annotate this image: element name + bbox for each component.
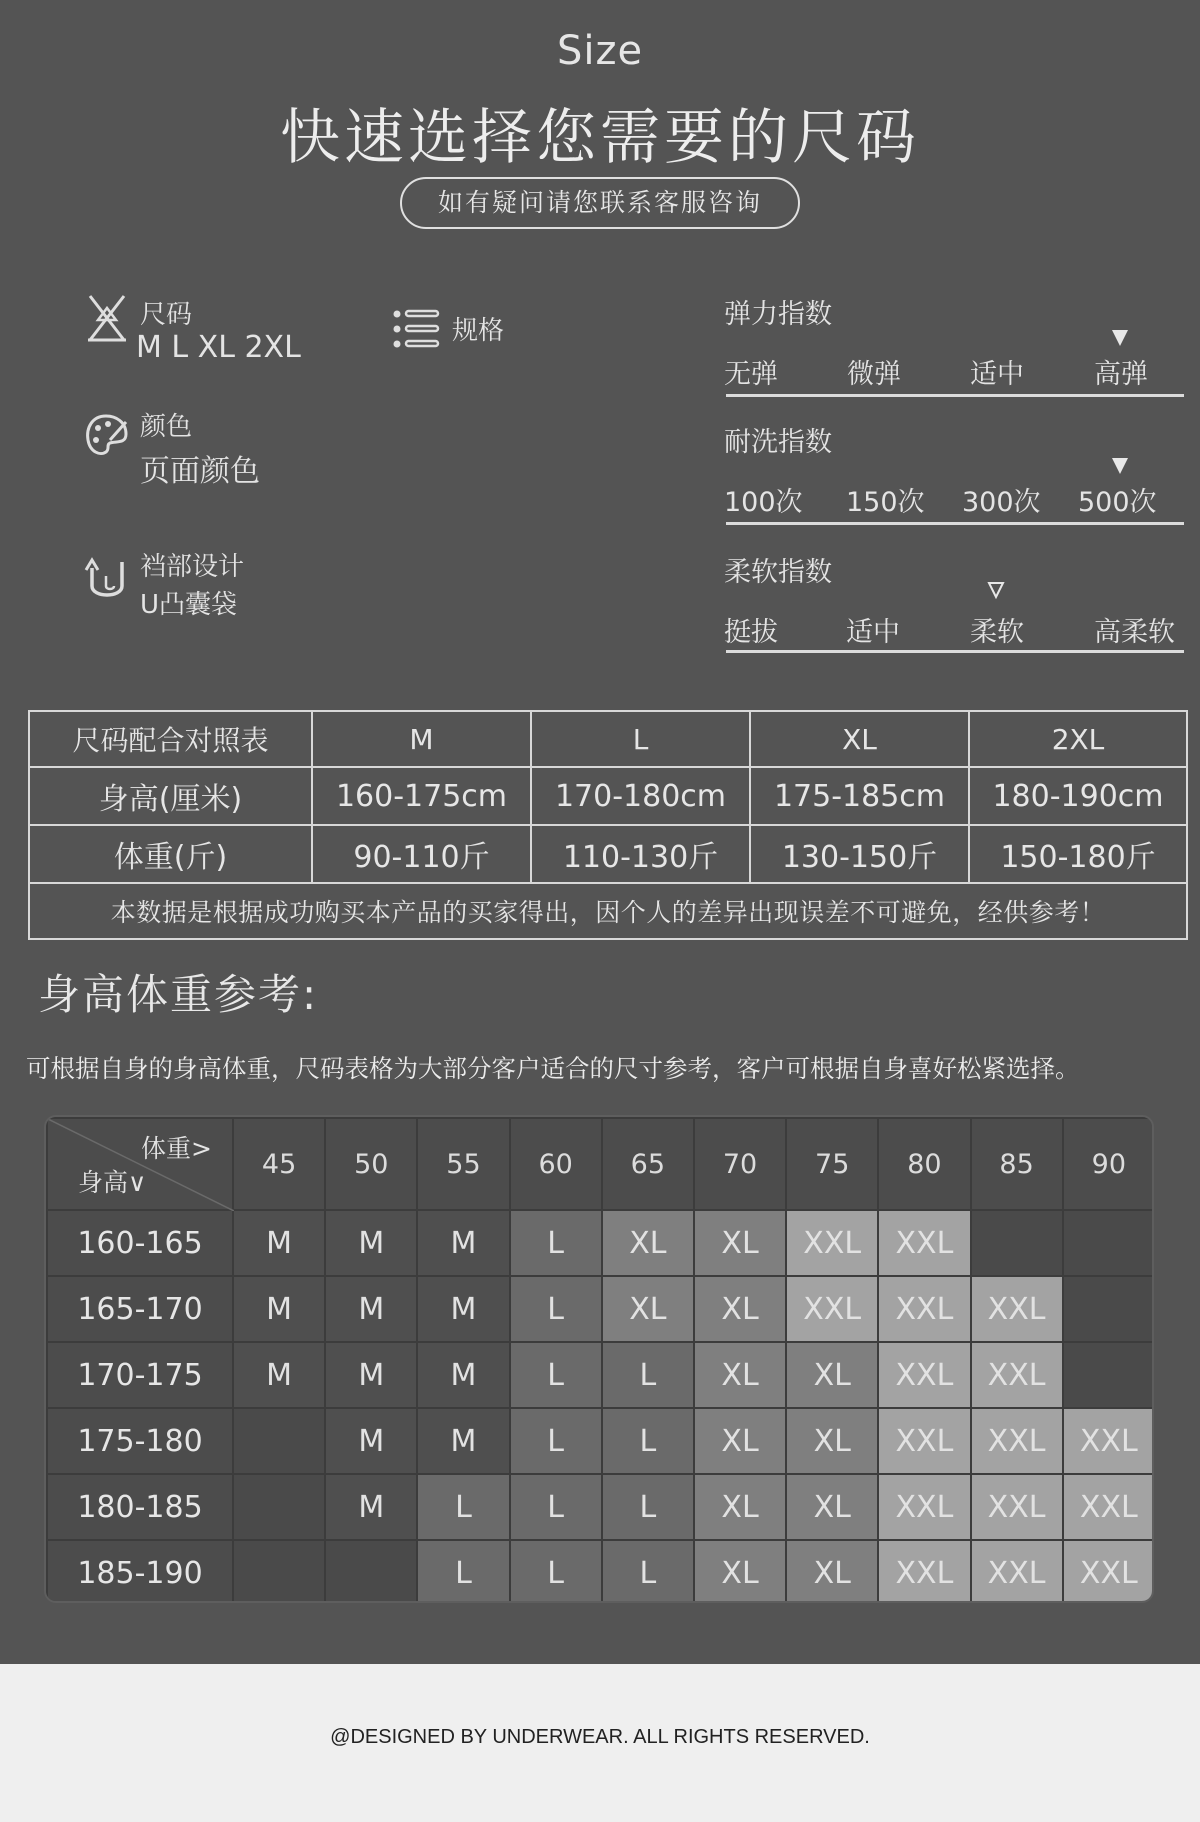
weight-header: 55 bbox=[417, 1118, 509, 1210]
grid-row bbox=[47, 1474, 1154, 1540]
table-cell: 150-180斤 bbox=[969, 825, 1187, 883]
size-label: 尺码 bbox=[140, 300, 193, 330]
index-line bbox=[726, 650, 1184, 653]
size-cell: M bbox=[233, 1276, 325, 1342]
index-title: 柔软指数 bbox=[724, 557, 832, 588]
size-cell: M bbox=[325, 1474, 417, 1540]
weight-header: 80 bbox=[878, 1118, 970, 1210]
table-cell: 175-185cm bbox=[750, 767, 969, 825]
size-cell bbox=[233, 1408, 325, 1474]
triangle-down-icon bbox=[1110, 456, 1130, 476]
grid-row bbox=[47, 1210, 1154, 1276]
table-cell: 90-110斤 bbox=[312, 825, 531, 883]
reference-title: 身高体重参考: bbox=[38, 970, 319, 1019]
page-title: 快速选择您需要的尺码 bbox=[280, 103, 920, 173]
table-header-cell: 尺码配合对照表 bbox=[29, 711, 312, 767]
size-cell bbox=[1063, 1276, 1154, 1342]
size-cell: L bbox=[510, 1408, 602, 1474]
index-option: 高柔软 bbox=[1094, 617, 1175, 648]
size-cell: XXL bbox=[971, 1474, 1063, 1540]
height-weight-grid bbox=[44, 1115, 1154, 1603]
size-cell: XL bbox=[694, 1474, 786, 1540]
index-title: 弹力指数 bbox=[724, 299, 832, 330]
size-cell: XL bbox=[694, 1408, 786, 1474]
weight-header: 75 bbox=[786, 1118, 878, 1210]
size-cell: XXL bbox=[878, 1276, 970, 1342]
weight-header: 65 bbox=[602, 1118, 694, 1210]
size-cell: XL bbox=[786, 1408, 878, 1474]
size-cell: XL bbox=[694, 1342, 786, 1408]
spec-label: 规格 bbox=[452, 316, 505, 346]
grid-header-row bbox=[47, 1118, 1154, 1210]
weight-header: 45 bbox=[233, 1118, 325, 1210]
size-cell: XXL bbox=[786, 1210, 878, 1276]
size-cell: M bbox=[417, 1276, 509, 1342]
index-option: 无弹 bbox=[724, 359, 778, 390]
size-cell: XL bbox=[602, 1210, 694, 1276]
size-cell: L bbox=[510, 1210, 602, 1276]
size-cell: XXL bbox=[1063, 1540, 1154, 1603]
size-cell: XXL bbox=[971, 1408, 1063, 1474]
size-cell: L bbox=[602, 1408, 694, 1474]
size-cell: XXL bbox=[786, 1276, 878, 1342]
size-cell bbox=[233, 1474, 325, 1540]
size-cell bbox=[233, 1540, 325, 1603]
index-option: 150次 bbox=[846, 487, 925, 518]
size-cell: XXL bbox=[878, 1474, 970, 1540]
table-header-cell: 2XL bbox=[969, 711, 1187, 767]
size-cell: XL bbox=[694, 1210, 786, 1276]
crotch-value: U凸囊袋 bbox=[140, 590, 238, 620]
size-cell: XXL bbox=[878, 1408, 970, 1474]
table-cell: 180-190cm bbox=[969, 767, 1187, 825]
size-cell: XXL bbox=[971, 1276, 1063, 1342]
size-cell bbox=[1063, 1342, 1154, 1408]
height-row-header: 175-180 bbox=[47, 1408, 233, 1474]
table-row bbox=[29, 825, 1187, 883]
contact-pill[interactable]: 如有疑问请您联系客服咨询 bbox=[400, 177, 800, 229]
table-cell: 130-150斤 bbox=[750, 825, 969, 883]
size-values: M L XL 2XL bbox=[136, 330, 301, 365]
height-row-header: 165-170 bbox=[47, 1276, 233, 1342]
grid-row bbox=[47, 1408, 1154, 1474]
table-header-cell: XL bbox=[750, 711, 969, 767]
table-header-cell: L bbox=[531, 711, 750, 767]
size-cell: XXL bbox=[971, 1540, 1063, 1603]
grid-row bbox=[47, 1342, 1154, 1408]
size-cell: XXL bbox=[1063, 1474, 1154, 1540]
color-value: 页面颜色 bbox=[140, 454, 260, 489]
size-cell: L bbox=[602, 1342, 694, 1408]
size-cell: XXL bbox=[971, 1342, 1063, 1408]
size-cell: M bbox=[417, 1408, 509, 1474]
size-cell: XL bbox=[786, 1474, 878, 1540]
index-option: 挺拔 bbox=[724, 617, 778, 648]
size-heading: Size bbox=[556, 28, 644, 74]
size-cell bbox=[1063, 1210, 1154, 1276]
size-cell: XL bbox=[694, 1540, 786, 1603]
table-header-cell: M bbox=[312, 711, 531, 767]
index-option: 微弹 bbox=[847, 359, 901, 390]
index-option: 适中 bbox=[846, 617, 900, 648]
corner-height-label: 身高∨ bbox=[78, 1168, 147, 1197]
list-icon bbox=[392, 308, 440, 354]
size-cell: L bbox=[417, 1474, 509, 1540]
weight-header: 60 bbox=[510, 1118, 602, 1210]
height-row-header: 180-185 bbox=[47, 1474, 233, 1540]
size-icon bbox=[84, 290, 130, 350]
size-cell: L bbox=[510, 1474, 602, 1540]
triangle-down-icon bbox=[1110, 328, 1130, 348]
weight-header: 90 bbox=[1063, 1118, 1154, 1210]
height-row-header: 185-190 bbox=[47, 1540, 233, 1603]
weight-header: 85 bbox=[971, 1118, 1063, 1210]
table-note-row bbox=[29, 883, 1187, 939]
table-cell: 160-175cm bbox=[312, 767, 531, 825]
reference-description: 可根据自身的身高体重，尺码表格为大部分客户适合的尺寸参考，客户可根据自身喜好松紧选择。 bbox=[26, 1054, 1080, 1083]
size-comparison-table bbox=[28, 710, 1188, 940]
size-cell: L bbox=[510, 1342, 602, 1408]
size-cell bbox=[325, 1540, 417, 1603]
table-cell: 身高(厘米) bbox=[29, 767, 312, 825]
triangle-down-icon bbox=[986, 580, 1006, 600]
size-cell: L bbox=[510, 1276, 602, 1342]
table-header-row bbox=[29, 711, 1187, 767]
size-cell bbox=[971, 1210, 1063, 1276]
weight-header: 50 bbox=[325, 1118, 417, 1210]
size-cell: L bbox=[417, 1540, 509, 1603]
grid-corner bbox=[47, 1118, 233, 1210]
size-cell: XXL bbox=[878, 1540, 970, 1603]
corner-weight-label: 体重> bbox=[141, 1134, 212, 1163]
size-cell: M bbox=[325, 1276, 417, 1342]
color-label: 颜色 bbox=[140, 412, 193, 442]
size-cell: XL bbox=[786, 1342, 878, 1408]
index-option: 100次 bbox=[724, 487, 803, 518]
size-cell: M bbox=[233, 1342, 325, 1408]
size-cell: XL bbox=[786, 1540, 878, 1603]
table-note: 本数据是根据成功购买本产品的买家得出，因个人的差异出现误差不可避免，经供参考！ bbox=[29, 883, 1187, 939]
index-option: 适中 bbox=[970, 359, 1024, 390]
size-cell: L bbox=[510, 1540, 602, 1603]
weight-header: 70 bbox=[694, 1118, 786, 1210]
footer-copyright: @DESIGNED BY UNDERWEAR. ALL RIGHTS RESERVED. bbox=[330, 1726, 870, 1748]
table-cell: 170-180cm bbox=[531, 767, 750, 825]
grid-row bbox=[47, 1276, 1154, 1342]
size-cell: M bbox=[417, 1210, 509, 1276]
index-option: 柔软 bbox=[970, 617, 1024, 648]
size-cell: M bbox=[325, 1408, 417, 1474]
size-cell: M bbox=[325, 1210, 417, 1276]
size-cell: M bbox=[417, 1342, 509, 1408]
index-option: 500次 bbox=[1078, 487, 1157, 518]
size-cell: XL bbox=[602, 1276, 694, 1342]
index-line bbox=[726, 522, 1184, 525]
size-cell: XXL bbox=[878, 1342, 970, 1408]
index-option: 300次 bbox=[962, 487, 1041, 518]
height-row-header: 170-175 bbox=[47, 1342, 233, 1408]
size-cell: XXL bbox=[878, 1210, 970, 1276]
size-cell: M bbox=[325, 1342, 417, 1408]
index-option: 高弹 bbox=[1094, 359, 1148, 390]
crotch-label: 裆部设计 bbox=[140, 552, 245, 582]
size-cell: M bbox=[233, 1210, 325, 1276]
size-cell: L bbox=[602, 1474, 694, 1540]
table-cell: 体重(斤) bbox=[29, 825, 312, 883]
palette-icon bbox=[84, 412, 130, 464]
table-cell: 110-130斤 bbox=[531, 825, 750, 883]
index-line bbox=[726, 394, 1184, 397]
size-cell: XXL bbox=[1063, 1408, 1154, 1474]
table-row bbox=[29, 767, 1187, 825]
index-title: 耐洗指数 bbox=[724, 427, 832, 458]
grid-row bbox=[47, 1540, 1154, 1603]
height-row-header: 160-165 bbox=[47, 1210, 233, 1276]
size-cell: L bbox=[602, 1540, 694, 1603]
u-arrow-icon bbox=[84, 550, 130, 610]
size-cell: XL bbox=[694, 1276, 786, 1342]
